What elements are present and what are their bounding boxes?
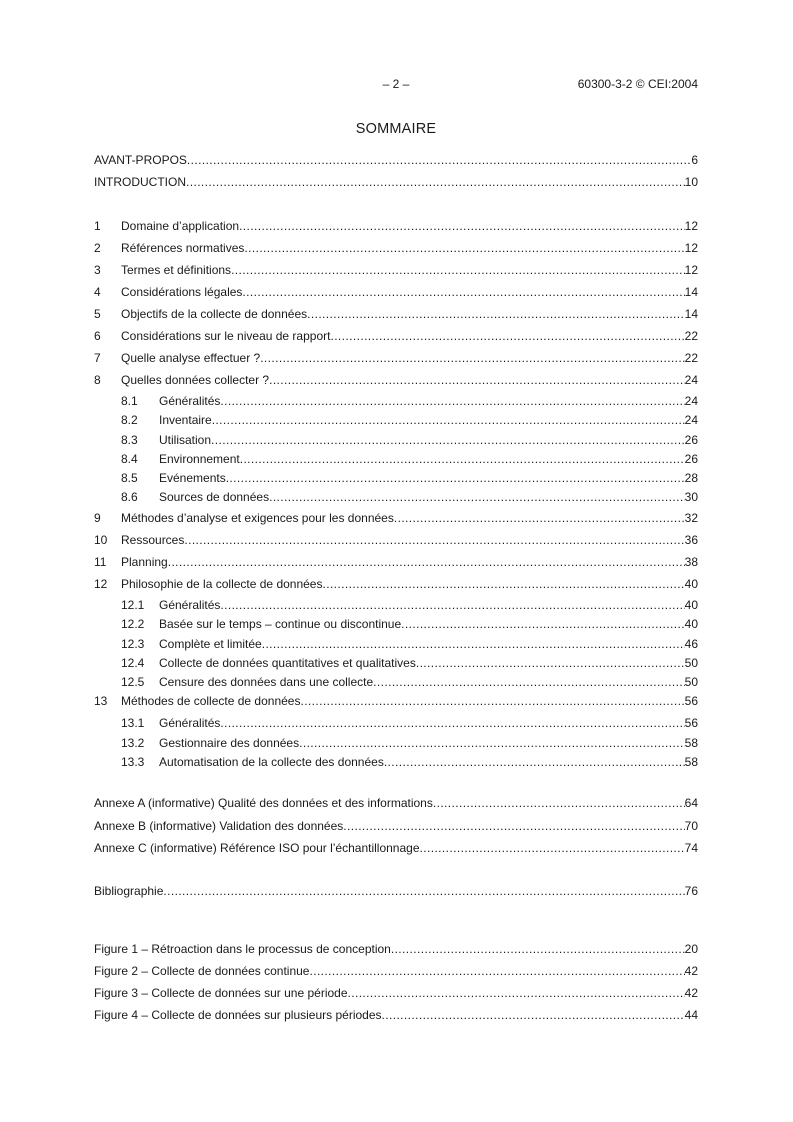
toc-entry-page: 14	[684, 307, 698, 321]
toc-subentry[interactable]	[121, 734, 698, 752]
toc-entry-page: 56	[684, 694, 698, 708]
toc-entry[interactable]	[94, 371, 698, 389]
toc-subentry[interactable]	[121, 654, 698, 672]
toc-entry-number: 12	[94, 577, 108, 591]
dot-leader	[433, 794, 685, 812]
toc-entry[interactable]	[94, 305, 698, 323]
toc-entry-label: Sources de données	[159, 490, 270, 504]
toc-entry-number: 12.1	[121, 598, 145, 612]
toc-entry-number: 13.1	[121, 716, 145, 730]
toc-entry-page: 14	[684, 285, 698, 299]
toc-figure-entry[interactable]	[94, 984, 698, 1002]
dot-leader	[300, 692, 684, 710]
toc-figure-entry[interactable]	[94, 1006, 698, 1024]
toc-entry-page: 50	[684, 656, 698, 670]
dot-leader	[382, 1006, 685, 1024]
page-number: – 2 –	[382, 77, 410, 91]
dot-leader	[212, 411, 685, 429]
toc-subentry[interactable]	[121, 753, 698, 771]
dot-leader	[269, 371, 685, 389]
toc-entry-page: 38	[684, 555, 698, 569]
toc-entry-label: Considérations légales	[121, 285, 243, 299]
toc-entry[interactable]	[94, 261, 698, 279]
dot-leader	[262, 635, 685, 653]
toc-entry-number: 7	[94, 351, 101, 365]
toc-entry-label: Figure 4 – Collecte de données sur plusieurs périodes	[94, 1008, 382, 1022]
toc-entry-number: 1	[94, 219, 101, 233]
toc-entry-label: Termes et définitions	[121, 263, 232, 277]
toc-subentry[interactable]	[121, 596, 698, 614]
toc-entry-number: 8.3	[121, 433, 138, 447]
dot-leader	[168, 553, 685, 571]
toc-entry-number: 13	[94, 694, 108, 708]
dot-leader	[220, 714, 684, 732]
toc-title: SOMMAIRE	[355, 121, 437, 137]
toc-entry-page: 70	[684, 819, 698, 833]
toc-entry-label: Domaine d’application	[121, 219, 240, 233]
toc-entry-label: Automatisation de la collecte des données	[159, 755, 384, 769]
toc-entry-number: 8	[94, 373, 101, 387]
toc-subentry[interactable]	[121, 411, 698, 429]
toc-entry-number: 11	[94, 555, 107, 569]
toc-entry-number: 9	[94, 511, 101, 525]
toc-entry-page: 64	[684, 796, 698, 810]
toc-entry-page: 58	[684, 736, 698, 750]
dot-leader	[260, 349, 684, 367]
toc-entry-page: 56	[684, 716, 698, 730]
dot-leader	[187, 151, 691, 169]
toc-entry-page: 22	[684, 329, 698, 343]
toc-entry-label: Utilisation	[159, 433, 212, 447]
toc-entry-page: 44	[684, 1008, 698, 1022]
dot-leader	[184, 531, 684, 549]
toc-entry-label: Figure 1 – Rétroaction dans le processus de conception	[94, 942, 391, 956]
toc-entry[interactable]	[94, 575, 698, 593]
toc-subentry[interactable]	[121, 450, 698, 468]
toc-entry-page: 24	[684, 413, 698, 427]
toc-subentry[interactable]	[121, 392, 698, 410]
toc-entry-page: 28	[684, 471, 698, 485]
toc-entry-page: 12	[684, 219, 698, 233]
toc-entry-number: 12.2	[121, 617, 145, 631]
toc-entry-page: 42	[684, 986, 698, 1000]
toc-entry-number: 12.4	[121, 656, 145, 670]
document-reference: 60300-3-2 © CEI:2004	[577, 77, 698, 91]
toc-entry-page: 12	[684, 263, 698, 277]
dot-leader	[401, 615, 684, 633]
toc-entry-label: Figure 2 – Collecte de données continue	[94, 964, 310, 978]
toc-entry-page: 40	[684, 598, 698, 612]
toc-subentry[interactable]	[121, 714, 698, 732]
toc-annex-entry[interactable]	[94, 839, 698, 857]
toc-entry-page: 30	[684, 490, 698, 504]
dot-leader	[269, 488, 685, 506]
toc-entry-label: Collecte de données quantitatives et qualitatives	[159, 656, 416, 670]
toc-entry-label: Objectifs de la collecte de données	[121, 307, 308, 321]
toc-entry[interactable]	[94, 509, 698, 527]
toc-entry[interactable]	[94, 217, 698, 235]
dot-leader	[220, 596, 684, 614]
toc-entry[interactable]	[94, 692, 698, 710]
toc-figure-entry[interactable]	[94, 940, 698, 958]
dot-leader	[416, 654, 685, 672]
toc-entry-number: 10	[94, 533, 108, 547]
toc-entry-page: 32	[684, 511, 698, 525]
dot-leader	[231, 261, 685, 279]
dot-leader	[309, 962, 684, 980]
toc-figure-entry[interactable]	[94, 962, 698, 980]
dot-leader	[226, 469, 685, 487]
toc-entry[interactable]	[94, 349, 698, 367]
toc-entry-label: Références normatives	[121, 241, 245, 255]
toc-entry-label: Considérations sur le niveau de rapport	[121, 329, 331, 343]
toc-entry-label: Annexe B (informative) Validation des données	[94, 819, 344, 833]
toc-subentry[interactable]	[121, 469, 698, 487]
toc-entry-label: Annexe C (informative) Référence ISO pour l’échantillonnage	[94, 841, 420, 855]
dot-leader	[299, 734, 685, 752]
dot-leader	[239, 217, 685, 235]
toc-entry[interactable]	[94, 327, 698, 345]
toc-entry-number: 8.6	[121, 490, 138, 504]
dot-leader	[211, 431, 685, 449]
toc-entry[interactable]	[94, 283, 698, 301]
dot-leader	[244, 239, 684, 257]
toc-entry-number: 2	[94, 241, 101, 255]
toc-entry-label: INTRODUCTION	[94, 175, 186, 189]
toc-subentry[interactable]	[121, 431, 698, 449]
toc-entry-label: Planning	[121, 555, 168, 569]
toc-entry-label: Inventaire	[159, 413, 212, 427]
toc-entry-label: Evénements	[159, 471, 226, 485]
dot-leader	[391, 940, 685, 958]
toc-entry-label: Gestionnaire des données	[159, 736, 300, 750]
toc-entry-page: 50	[684, 675, 698, 689]
toc-entry[interactable]	[94, 151, 698, 169]
toc-subentry[interactable]	[121, 673, 698, 691]
toc-entry-page: 26	[684, 452, 698, 466]
toc-entry[interactable]	[94, 531, 698, 549]
toc-entry[interactable]	[94, 553, 698, 571]
toc-subentry[interactable]	[121, 635, 698, 653]
dot-leader	[220, 392, 684, 410]
dot-leader	[384, 753, 685, 771]
toc-entry-label: Bibliographie	[94, 884, 164, 898]
toc-entry-label: Méthodes de collecte de données	[121, 694, 301, 708]
toc-entry-number: 8.4	[121, 452, 138, 466]
toc-entry-page: 42	[684, 964, 698, 978]
toc-entry-page: 74	[684, 841, 698, 855]
toc-entry-label: Philosophie de la collecte de données	[121, 577, 323, 591]
dot-leader	[420, 839, 685, 857]
toc-entry-label: Figure 3 – Collecte de données sur une période	[94, 986, 348, 1000]
toc-entry-label: AVANT-PROPOS	[94, 153, 187, 167]
toc-entry-number: 6	[94, 329, 101, 343]
toc-entry-page: 36	[684, 533, 698, 547]
toc-entry-number: 13.2	[121, 736, 145, 750]
toc-entry[interactable]	[94, 173, 698, 191]
toc-entry-label: Méthodes d’analyse et exigences pour les données	[121, 511, 394, 525]
toc-entry-number: 8.1	[121, 394, 138, 408]
dot-leader	[186, 173, 685, 191]
toc-annex-entry[interactable]	[94, 817, 698, 835]
toc-entry-label: Quelle analyse effectuer ?	[121, 351, 261, 365]
toc-entry-page: 10	[684, 175, 698, 189]
toc-bibliography-entry[interactable]	[94, 882, 698, 900]
dot-leader	[330, 327, 684, 345]
toc-entry-number: 8.5	[121, 471, 138, 485]
dot-leader	[242, 283, 684, 301]
toc-entry-number: 5	[94, 307, 101, 321]
toc-entry-label: Complète et limitée	[159, 637, 262, 651]
toc-entry-label: Généralités	[159, 394, 221, 408]
dot-leader	[343, 817, 684, 835]
toc-entry-page: 46	[684, 637, 698, 651]
toc-entry-label: Annexe A (informative) Qualité des données et des informations	[94, 796, 433, 810]
dot-leader	[240, 450, 685, 468]
toc-entry-page: 24	[684, 394, 698, 408]
toc-entry-page: 40	[684, 617, 698, 631]
dot-leader	[394, 509, 685, 527]
toc-entry-label: Censure des données dans une collecte	[159, 675, 374, 689]
toc-entry-page: 26	[684, 433, 698, 447]
toc-entry-label: Environnement	[159, 452, 240, 466]
toc-entry[interactable]	[94, 239, 698, 257]
toc-entry-page: 12	[684, 241, 698, 255]
toc-entry-page: 6	[691, 153, 698, 167]
dot-leader	[307, 305, 685, 323]
toc-subentry[interactable]	[121, 615, 698, 633]
toc-entry-label: Quelles données collecter ?	[121, 373, 270, 387]
toc-entry-number: 3	[94, 263, 101, 277]
toc-entry-number: 12.3	[121, 637, 145, 651]
toc-entry-page: 40	[684, 577, 698, 591]
toc-entry-number: 13.3	[121, 755, 145, 769]
dot-leader	[373, 673, 684, 691]
toc-entry-label: Basée sur le temps – continue ou discontinue	[159, 617, 402, 631]
toc-entry-page: 20	[684, 942, 698, 956]
dot-leader	[163, 882, 684, 900]
toc-entry-number: 12.5	[121, 675, 145, 689]
toc-entry-page: 58	[684, 755, 698, 769]
dot-leader	[322, 575, 684, 593]
dot-leader	[348, 984, 685, 1002]
toc-entry-label: Généralités	[159, 598, 221, 612]
toc-entry-label: Ressources	[121, 533, 185, 547]
toc-annex-entry[interactable]	[94, 794, 698, 812]
toc-entry-page: 22	[684, 351, 698, 365]
toc-entry-number: 8.2	[121, 413, 138, 427]
toc-entry-page: 76	[684, 884, 698, 898]
toc-entry-page: 24	[684, 373, 698, 387]
toc-subentry[interactable]	[121, 488, 698, 506]
toc-entry-label: Généralités	[159, 716, 221, 730]
toc-entry-number: 4	[94, 285, 101, 299]
page-header	[94, 77, 698, 95]
